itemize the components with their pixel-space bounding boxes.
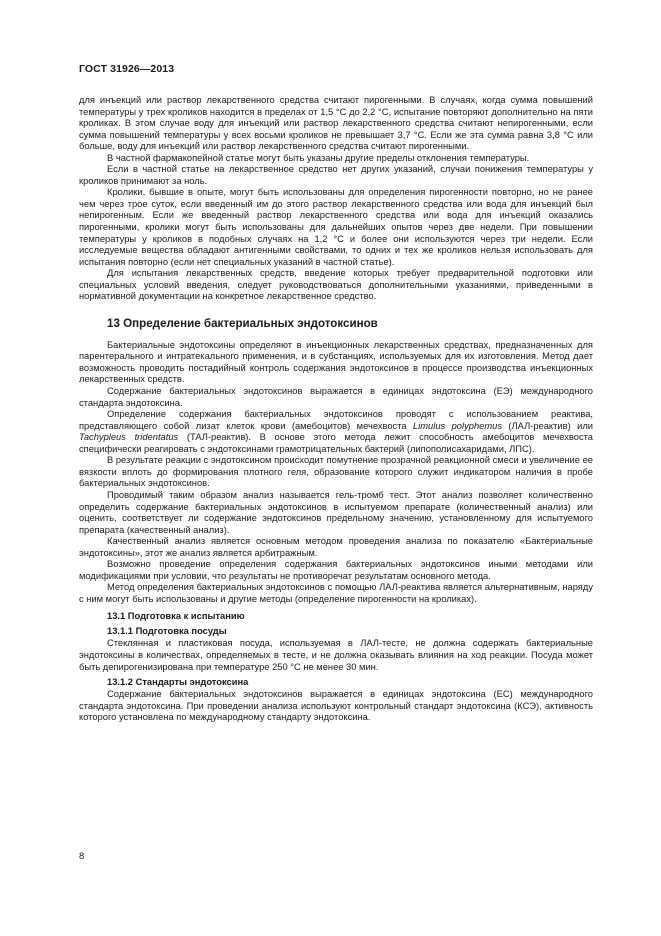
paragraph: В результате реакции с эндотоксином происходит помутнение прозрачной реакционной смеси и увеличение ее вязкости вплоть до формирования плотного геля, образование которого служит индикатором наличия в пробе бактериальных эндотоксинов. [79, 455, 593, 489]
species-name: Tachypleus tridentatus [79, 432, 179, 443]
paragraph: Кролики, бывшие в опыте, могут быть использованы для определения пирогенности повторно, но не ранее чем через трое суток, если введенный им до этого раствор лекарственного средства или вода для инъекций был непирогенным. Если же введенный раствор лекарственного средства или вода для инъекций оказались пирогенными, кролики могут быть использованы для дальнейших опытов через две недели. При повышении температуры у кроликов в подобных случаях на 1,2 °С и более они используются через три недели. Если исследуемые вещества обладают антигенными свойствами, то одних и тех же кроликов нельзя использовать для испытания повторно (если нет специальных указаний в частной статье). [79, 187, 593, 267]
text-run: Определение содержания бактериальных эндотоксинов проводят с использованием реактива, представляющего собой лизат клеток крови (амебоцитов) мечехвоста [79, 409, 593, 431]
paragraph: Бактериальные эндотоксины определяют в инъекционных лекарственных средствах, предназначенных для парентерального и интратекального применения, и в субстанциях, используемых для их изготовления. Метод дает возможность проводить постадийный контроль содержания эндотоксинов в процессе производства инъекционных лекарственных средств. [79, 339, 593, 385]
standard-code-header: ГОСТ 31926—2013 [79, 63, 175, 75]
species-name: Limulus polyphemus [413, 420, 502, 431]
paragraph [79, 409, 593, 455]
paragraph: Содержание бактериальных эндотоксинов выражается в единицах эндотоксина (ЕЭ) международного стандарта эндотоксина. [79, 386, 593, 408]
text-run: (ЛАЛ-реактив) или [502, 420, 593, 431]
section-13-1-2-heading: 13.1.2 Стандарты эндотоксина [107, 677, 249, 688]
paragraph: Если в частной статье на лекарственное средство нет других указаний, случаи понижения температуры у кроликов принимают за ноль. [79, 164, 593, 186]
section-13-1-1-heading: 13.1.1 Подготовка посуды [107, 626, 227, 637]
section-13-1-heading: 13.1 Подготовка к испытанию [107, 611, 245, 622]
paragraph: Проводимый таким образом анализ называется гель-тромб тест. Этот анализ позволяет количественно определить содержание бактериальных эндотоксинов в испытуемом препарате (количественный анализ) или оценить, соответствует ли содержание эндотоксинов предельному значению, установленному для испытуемого препарата (качественный анализ). [79, 489, 593, 535]
paragraph: для инъекций или раствор лекарственного средства считают пирогенными. В случаях, когда сумма повышений температуры у трех кроликов находится в пределах от 1,5 °С до 2,2 °С, испытание повторяют дополнительно на пяти кроликах. В этом случае воду для инъекций или раствор лекарственного средства считают непирогенными, если сумма повышений температуры у всех восьми кроликов не превышает 3,7 °С. Если же эта сумма равна 3,8 °С или больше, воду для инъекций или раствор лекарственного средства считают пирогенными. [79, 95, 593, 152]
paragraph: Для испытания лекарственных средств, введение которых требует предварительной подготовки или специальных условий введения, следует руководствоваться дополнительными указаниями, приведенными в нормативной документации на конкретное лекарственное средство. [79, 268, 593, 302]
paragraph: Метод определения бактериальных эндотоксинов с помощью ЛАЛ-реактива является альтернативным, наряду с ним могут быть использованы и другие методы (определение пирогенности на кроликах). [79, 582, 593, 604]
page-body [79, 95, 593, 724]
paragraph: Возможно проведение определения содержания бактериальных эндотоксинов иными методами или модификациями при условии, что результаты не противоречат результатам основного метода. [79, 559, 593, 581]
page-number: 8 [79, 851, 85, 862]
paragraph: В частной фармакопейной статье могут быть указаны другие пределы отклонения температуры. [107, 152, 530, 163]
paragraph: Стеклянная и пластиковая посуда, используемая в ЛАЛ-тесте, не должна содержать бактериальные эндотоксины в количествах, определяемых в тесте, и не должна оказывать влияния на ход реакции. Посуда может быть депирогенизирована при температуре 250 °С не менее 30 мин. [79, 638, 593, 672]
section-13-heading: 13 Определение бактериальных эндотоксинов [107, 316, 378, 330]
paragraph: Содержание бактериальных эндотоксинов выражается в единицах эндотоксина (ЕС) международного стандарта эндотоксина. При проведении анализа используют контрольный стандарт эндотоксина (КСЭ), активность которого установлена по международному стандарту эндотоксина. [79, 689, 593, 723]
paragraph: Качественный анализ является основным методом проведения анализа по показателю «Бактериальные эндотоксины», этот же анализ является арбитражным. [79, 536, 593, 558]
text-run: (ТАЛ-реактив). В основе этого метода лежит способность амебоцитов мечехвоста специфически реагировать с эндотоксинами грамотрицательных бактерий (липополисахаридами, ЛПС). [79, 432, 593, 454]
